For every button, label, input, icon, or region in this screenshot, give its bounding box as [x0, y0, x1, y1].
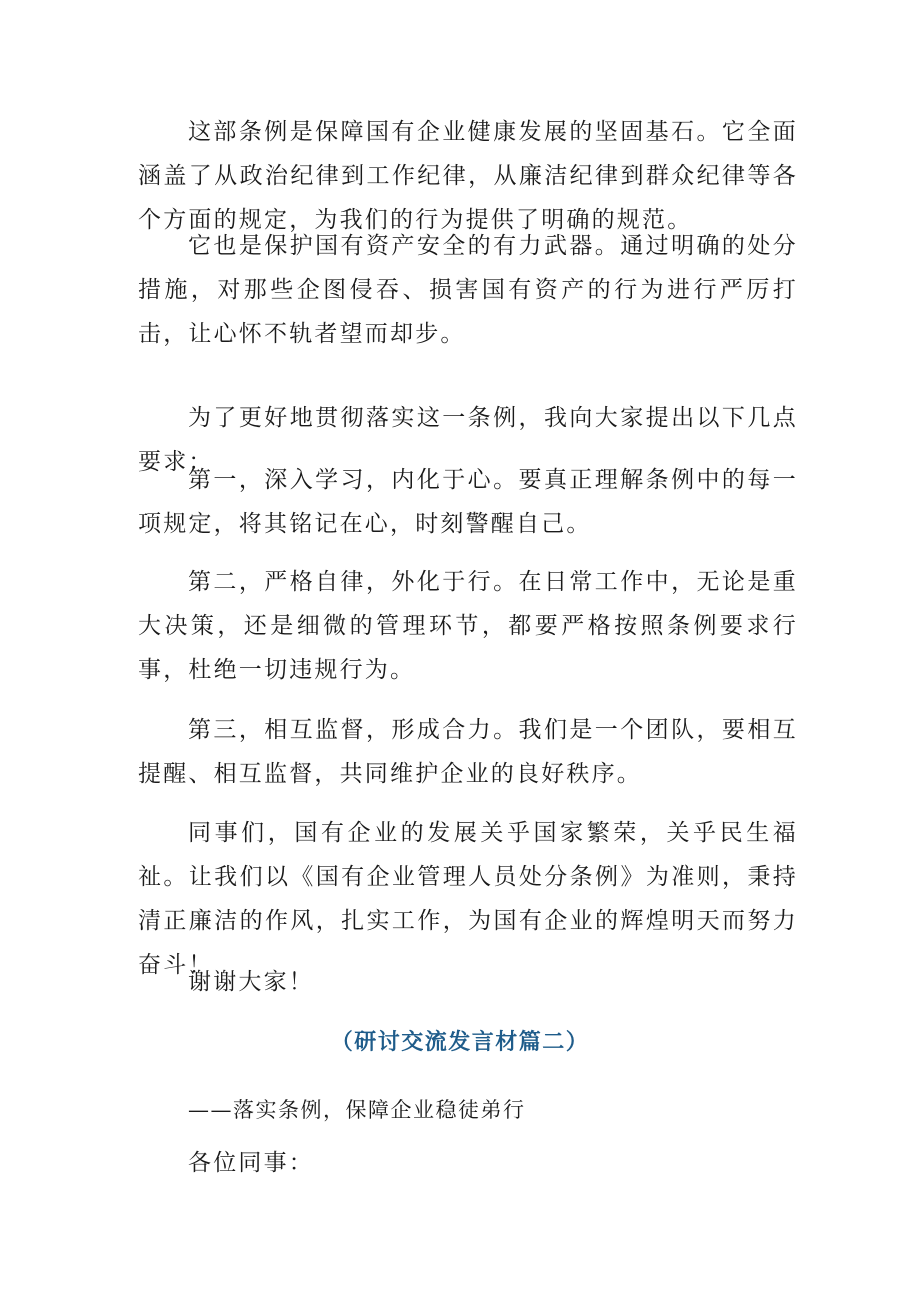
section-heading: （研讨交流发言材篇二）: [330, 1029, 590, 1055]
paragraph-thanks: 谢谢大家！: [188, 969, 314, 995]
salutation: 各位同事：: [188, 1150, 314, 1176]
paragraph-requirement-third: 第三，相互监督，形成合力。我们是一个团队，要相互提醒、相互监督，共同维护企业的良好秩序。: [138, 717, 798, 787]
paragraph-foundation: 这部条例是保障国有企业健康发展的坚固基石。它全面涵盖了从政治纪律到工作纪律，从廉洁纪律到群众纪律等各个方面的规定，为我们的行为提供了明确的规范。: [138, 119, 798, 233]
section-subtitle: ——落实条例，保障企业稳徒弟行: [188, 1098, 526, 1122]
paragraph-requirements-intro: 为了更好地贯彻落实这一条例，我向大家提出以下几点要求：: [138, 405, 798, 475]
paragraph-closing: 同事们，国有企业的发展关乎国家繁荣，关乎民生福祉。让我们以《国有企业管理人员处分条例》为准则，秉持清正廉洁的作风，扎实工作，为国有企业的辉煌明天而努力奋斗！: [138, 820, 798, 978]
paragraph-weapon: 它也是保护国有资产安全的有力武器。通过明确的处分措施，对那些企图侵吞、损害国有资产的行为进行严厉打击，让心怀不轨者望而却步。: [138, 233, 798, 347]
paragraph-requirement-second: 第二，严格自律，外化于行。在日常工作中，无论是重大决策，还是细微的管理环节，都要严格按照条例要求行事，杜绝一切违规行为。: [138, 569, 798, 683]
paragraph-requirement-first: 第一，深入学习，内化于心。要真正理解条例中的每一项规定，将其铭记在心，时刻警醒自己。: [138, 467, 798, 537]
